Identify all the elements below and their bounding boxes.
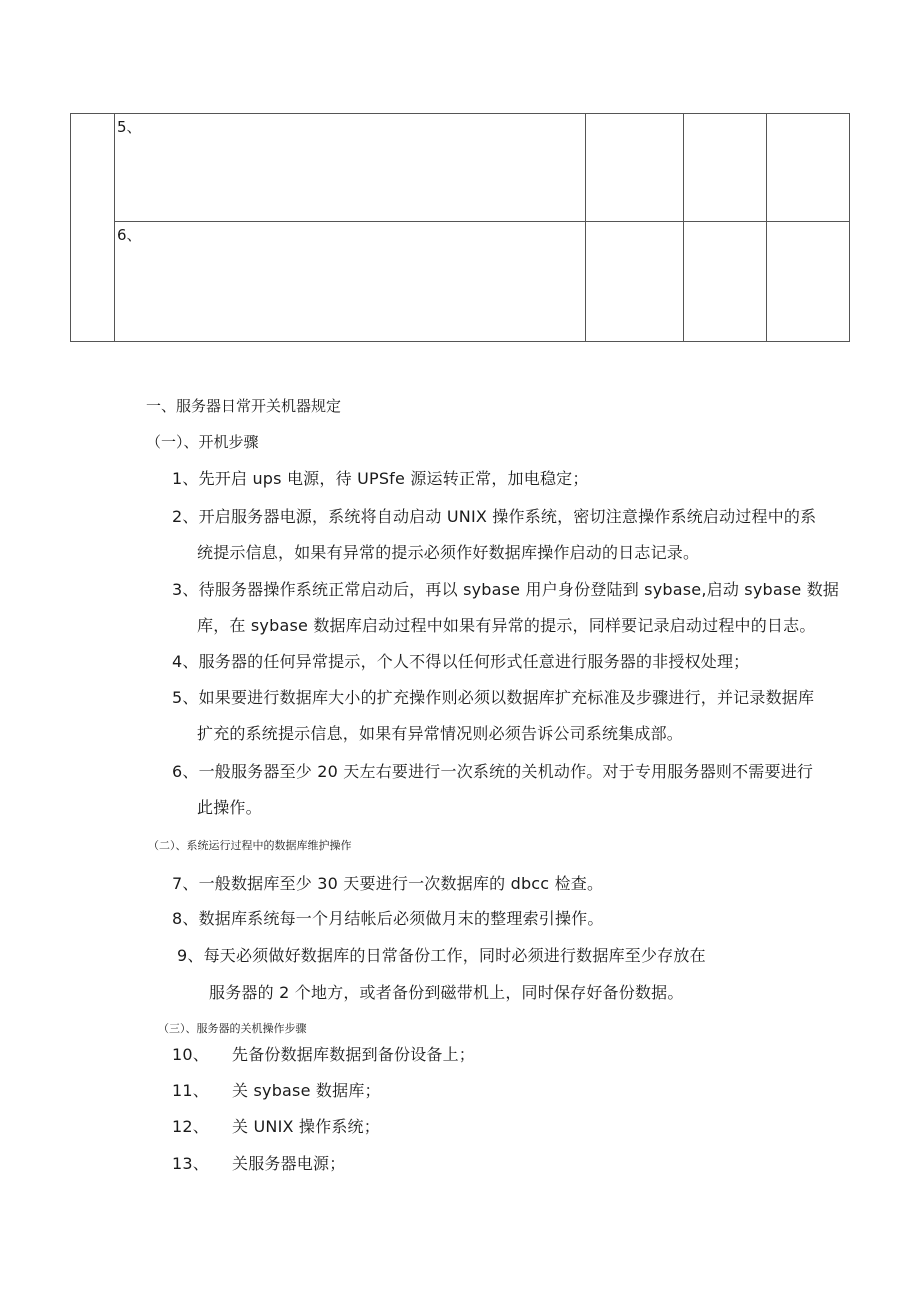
list-item-number: 10、: [172, 1045, 209, 1064]
list-item: 7、一般数据库至少 30 天要进行一次数据库的 dbcc 检查。: [172, 874, 604, 893]
list-item: 4、服务器的任何异常提示，个人不得以任何形式任意进行服务器的非授权处理；: [172, 652, 750, 671]
subsection-title-shutdown: （三）、服务器的关机操作步骤: [158, 1022, 307, 1035]
list-item: 关 UNIX 操作系统；: [232, 1117, 380, 1136]
list-item-continuation: 库，在 sybase 数据库启动过程中如果有异常的提示，同样要记录启动过程中的日志。: [197, 616, 816, 635]
table-col-divider: [683, 114, 684, 341]
table-row-label: 6、: [117, 226, 142, 244]
list-item: 5、如果要进行数据库大小的扩充操作则必须以数据库扩充标准及步骤进行，并记录数据库: [172, 688, 815, 707]
list-item-number: 13、: [172, 1154, 209, 1173]
list-item-continuation: 服务器的 2 个地方，或者备份到磁带机上，同时保存好备份数据。: [209, 983, 684, 1002]
list-item: 关 sybase 数据库；: [232, 1081, 381, 1100]
list-item-continuation: 统提示信息，如果有异常的提示必须作好数据库操作启动的日志记录。: [197, 543, 700, 562]
list-item: 先备份数据库数据到备份设备上；: [232, 1045, 476, 1064]
list-item: 2、开启服务器电源，系统将自动启动 UNIX 操作系统，密切注意操作系统启动过程中的系: [172, 507, 817, 526]
list-item: 9、每天必须做好数据库的日常备份工作，同时必须进行数据库至少存放在: [177, 946, 706, 965]
list-item: 关服务器电源；: [232, 1154, 346, 1173]
list-item: 1、先开启 ups 电源，待 UPSfe 源运转正常，加电稳定；: [172, 469, 589, 488]
steps-table: [70, 113, 850, 342]
list-item: 8、数据库系统每一个月结帐后必须做月末的整理索引操作。: [172, 909, 604, 928]
list-item: 3、待服务器操作系统正常启动后，再以 sybase 用户身份登陆到 sybase,启动 sybase 数据: [172, 580, 840, 599]
table-row-label: 5、: [117, 118, 142, 136]
table-col-divider: [585, 114, 586, 341]
subsection-title-maintenance: （二）、系统运行过程中的数据库维护操作: [148, 839, 352, 852]
subsection-title-startup: （一）、开机步骤: [146, 433, 259, 451]
list-item: 6、一般服务器至少 20 天左右要进行一次系统的关机动作。对于专用服务器则不需要进行: [172, 762, 814, 781]
table-col-divider: [766, 114, 767, 341]
list-item-number: 12、: [172, 1117, 209, 1136]
list-item-continuation: 扩充的系统提示信息，如果有异常情况则必须告诉公司系统集成部。: [197, 724, 684, 743]
table-col-divider: [114, 114, 115, 341]
list-item-continuation: 此操作。: [197, 798, 262, 817]
section-title: 一、服务器日常开关机器规定: [146, 397, 342, 415]
list-item-number: 11、: [172, 1081, 209, 1100]
table-row-divider: [114, 221, 849, 222]
